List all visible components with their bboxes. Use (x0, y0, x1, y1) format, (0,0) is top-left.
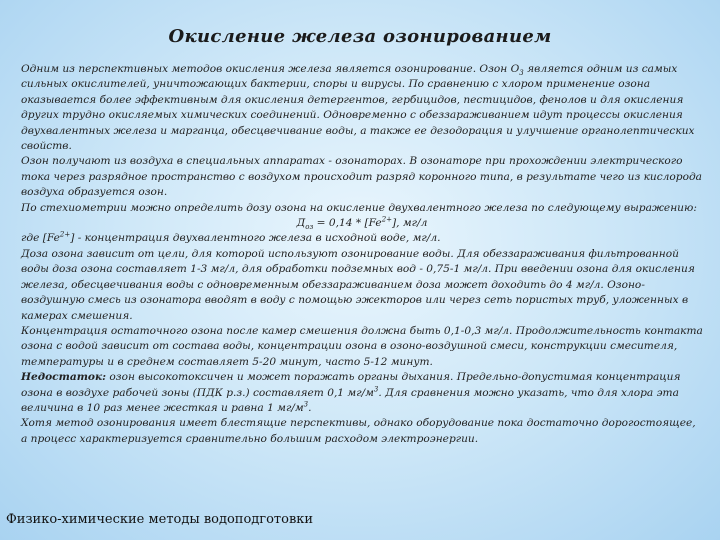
where-superscript: 2+ (59, 230, 71, 239)
paragraph-ozonator: Озон получают из воздуха в специальных аппаратах - озонаторах. В озонаторе при прохождении электрического тока через разрядное пространство с воздухом происходит разряд коронного типа, в результате чего из кислорода воздуха образуется озон. (21, 155, 702, 199)
formula-d: Д (296, 217, 306, 230)
where-text-a: где [Fe (21, 232, 60, 245)
slide-footer: Физико-химические методы водоподготовки (6, 512, 314, 527)
paragraph-dose: Доза озона зависит от цели, для которой используют озонирование воды. Для обеззараживания фильтрованной воды доза озона составляет 1-3 мг/л, для обработки подземных вод - 0,75-1 мг/л. При введении озона для окисления железа, обесцвечивания воды с одновременным обеззараживанием доза может доходить до 4 мг/л. Озоно-воздушную смесь из озонатора вводят в воду с помощью эжекторов или через сеть пористых труб, уложенных в камерах смешения. (21, 247, 695, 322)
formula-superscript: 2+ (381, 215, 393, 224)
drawback-text-a: озон высокотоксичен и может поражать органы дыхания. Предельно-допустимая концентрация озона в воздухе рабочей зоны (ПДК р.з.) составляет 0,1 мг/м (21, 371, 681, 399)
paragraph-intro (21, 62, 703, 154)
paragraph-where (21, 231, 703, 246)
ozone-subscript: 3 (519, 69, 524, 78)
paragraph-stoichiometry: По стехиометрии можно определить дозу озона на окисление двухвалентного железа по следующему выражению: (21, 201, 697, 214)
formula-subscript: оз (305, 223, 314, 232)
drawback-text-b: . Для сравнения можно указать, что для хлора эта величина в 10 раз менее жесткая и равна 1 мг/м (21, 386, 679, 414)
drawback-sup-2: 3 (303, 400, 309, 409)
drawback-sup-1: 3 (373, 385, 379, 393)
slide-body (21, 62, 703, 447)
formula-end: ], мг/л (392, 217, 428, 230)
where-text-b: ] - концентрация двухвалентного железа в исходной воде, мг/л. (70, 232, 441, 245)
drawback-label: Недостаток: (21, 371, 107, 384)
intro-text-a: Одним из перспективных методов окисления железа является озонирование. Озон О (21, 63, 520, 75)
dose-formula (21, 216, 703, 231)
slide-title: Окисление железа озонированием (168, 26, 552, 47)
paragraph-drawback (21, 370, 703, 416)
drawback-text-c: . (308, 401, 312, 414)
paragraph-conclusion: Хотя метод озонирования имеет блестящие перспективы, однако оборудование пока достаточно дорогостоящее, а процесс характеризуется сравнительно большим расходом электроэнергии. (21, 417, 696, 445)
intro-text-b: является одним из самых сильных окислителей, уничтожающих бактерии, споры и вирусы. По сравнению с хлором применение озона оказывается более эффективным для окисления детергентов, гербицидов, пестицидов, фенолов и для окисления других трудно окисляемых химических соединений. Одновременно с обеззараживанием идут процессы окисления двухвалентных железа и марганца, обесцвечивание воды, а также ее дезодорация и улучшение органолептических свойств. (21, 63, 695, 153)
paragraph-residual: Концентрация остаточного озона после камер смешения должна быть 0,1-0,3 мг/л. Продолжительность контакта озона с водой зависит от состава воды, концентрации озона в озоно-воздушной смеси, конструкции смесителя, температуры и в среднем составляет 5-20 минут, часто 5-12 минут. (21, 324, 703, 368)
formula-middle: = 0,14 * [Fe (313, 217, 382, 230)
